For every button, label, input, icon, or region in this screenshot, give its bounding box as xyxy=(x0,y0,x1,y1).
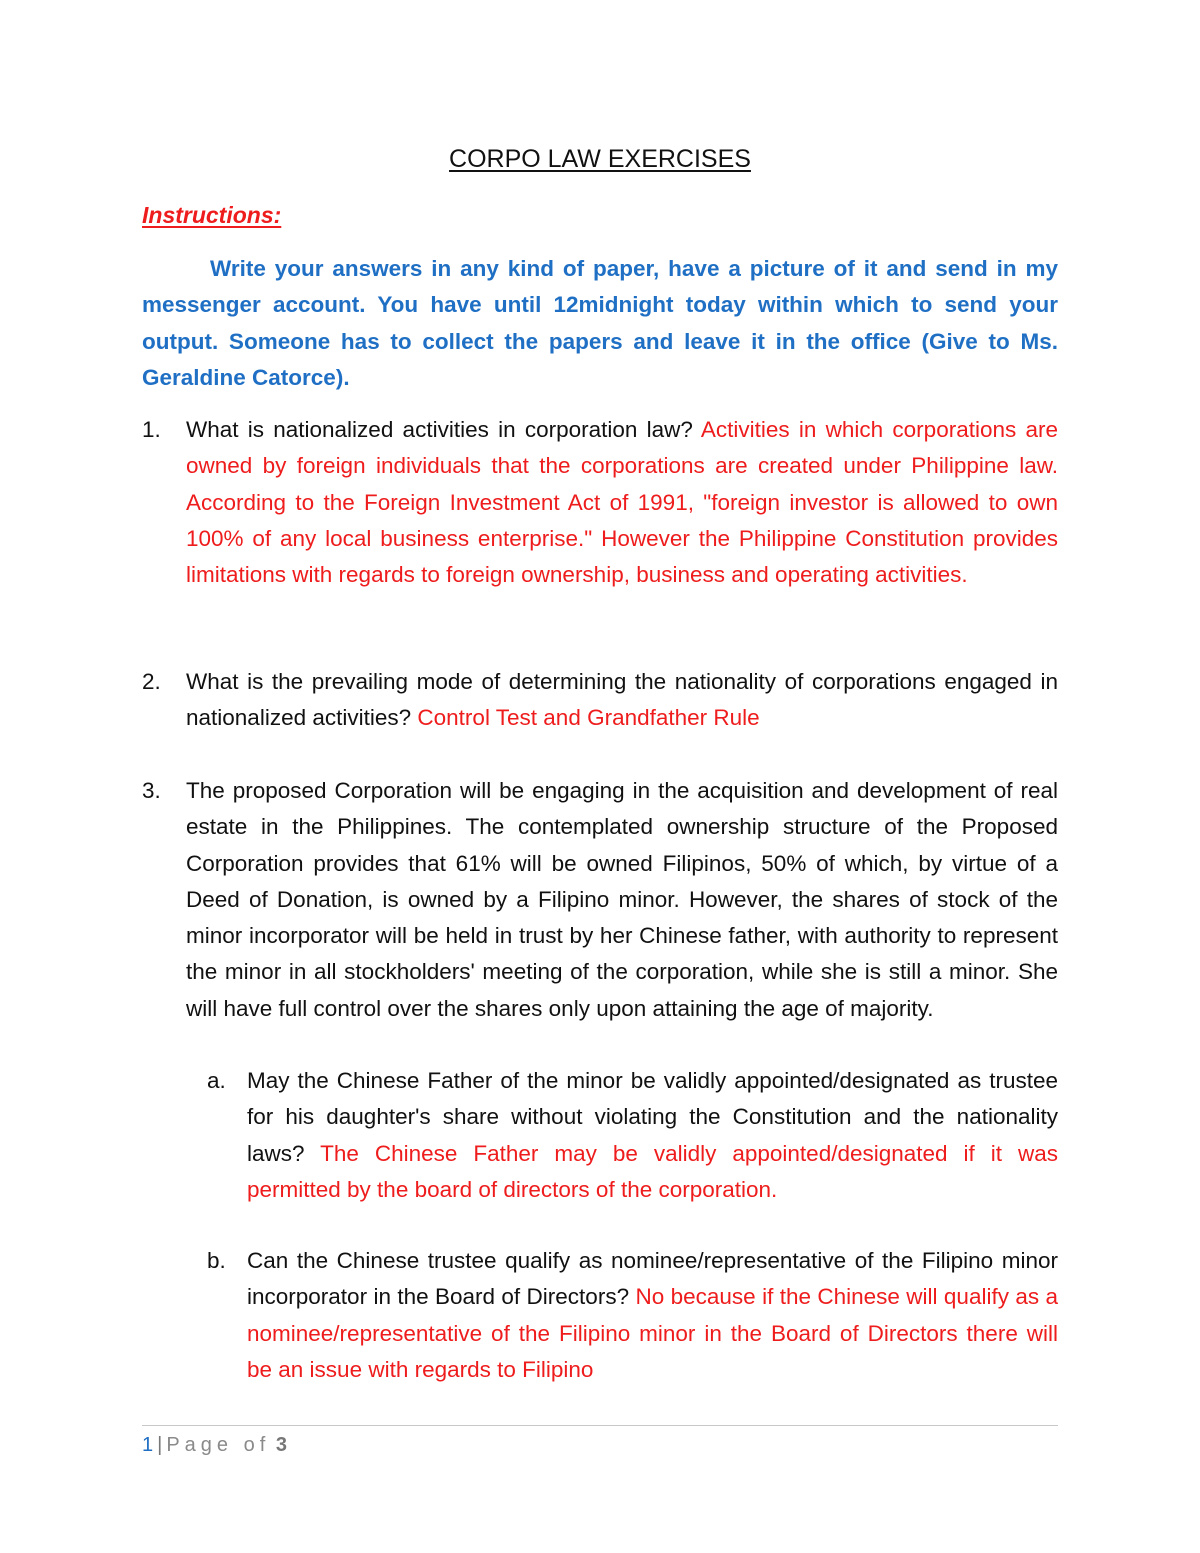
question-number: 3. xyxy=(142,778,161,803)
question-text: What is nationalized activities in corporation law? xyxy=(186,417,693,442)
footer-divider xyxy=(142,1425,1058,1426)
page-title: CORPO LAW EXERCISES xyxy=(449,145,751,173)
footer-total-pages: 3 xyxy=(275,1434,287,1456)
footer-separator: | xyxy=(157,1434,163,1456)
sub-question-b xyxy=(207,1243,1058,1388)
question-item-2 xyxy=(142,664,1058,737)
question-number: 1. xyxy=(142,417,161,442)
instructions-text: Write your answers in any kind of paper, have a picture of it and send in my messenger account. You have until 12midnight today within which to send your output. Someone has to collect the papers and leave it in the office (Give to Ms. Geraldine Catorce). xyxy=(142,256,1058,390)
sub-answer-text: The Chinese Father may be validly appointed/designated if it was permitted by the board of directors of the corporation. xyxy=(247,1140,1058,1202)
question-item-3 xyxy=(142,773,1058,1027)
question-item-1 xyxy=(142,412,1058,593)
question-text: The proposed Corporation will be engaging in the acquisition and development of real estate in the Philippines. The contemplated ownership structure of the Proposed Corporation provides that 61% will be owned Filipinos, 50% of which, by virtue of a Deed of Donation, is owned by a Filipino minor. However, the shares of stock of the minor incorporator will be held in trust by her Chinese father, with authority to represent the minor in all stockholders' meeting of the corporation, while she is still a minor. She will have full control over the shares only upon attaining the age of majority. xyxy=(186,778,1058,1021)
sub-question-letter: a. xyxy=(207,1068,226,1093)
sub-question-text: Can the Chinese trustee qualify as nominee/representative of the Filipino minor incorporator in the Board of Directors? xyxy=(247,1248,1058,1310)
instructions-label: Instructions: xyxy=(142,202,282,228)
sub-question-text: May the Chinese Father of the minor be validly appointed/designated as trustee for his daughter's share without violating the Constitution and the nationality laws? xyxy=(247,1068,1058,1166)
page-footer xyxy=(142,1434,287,1457)
answer-text: Control Test and Grandfather Rule xyxy=(417,705,760,731)
footer-page-of: Page of xyxy=(166,1434,271,1456)
footer-page-number: 1 xyxy=(142,1434,154,1456)
sub-question-letter: b. xyxy=(207,1248,226,1273)
sub-answer-text: No because if the Chinese will qualify as a nominee/representative of the Filipino minor in the Board of Directors there will be an issue with regards to Filipino xyxy=(247,1284,1058,1382)
question-number: 2. xyxy=(142,669,161,694)
answer-text: Activities in which corporations are owned by foreign individuals that the corporations are created under Philippine law. According to the Foreign Investment Act of 1991, "foreign investor is allowed to own 100% of any local business enterprise." However the Philippine Constitution provides limitations with regards to foreign ownership, business and operating activities. xyxy=(186,417,1058,588)
sub-question-a xyxy=(207,1063,1058,1208)
question-text: What is the prevailing mode of determining the nationality of corporations engaged in nationalized activities? xyxy=(186,669,1058,731)
